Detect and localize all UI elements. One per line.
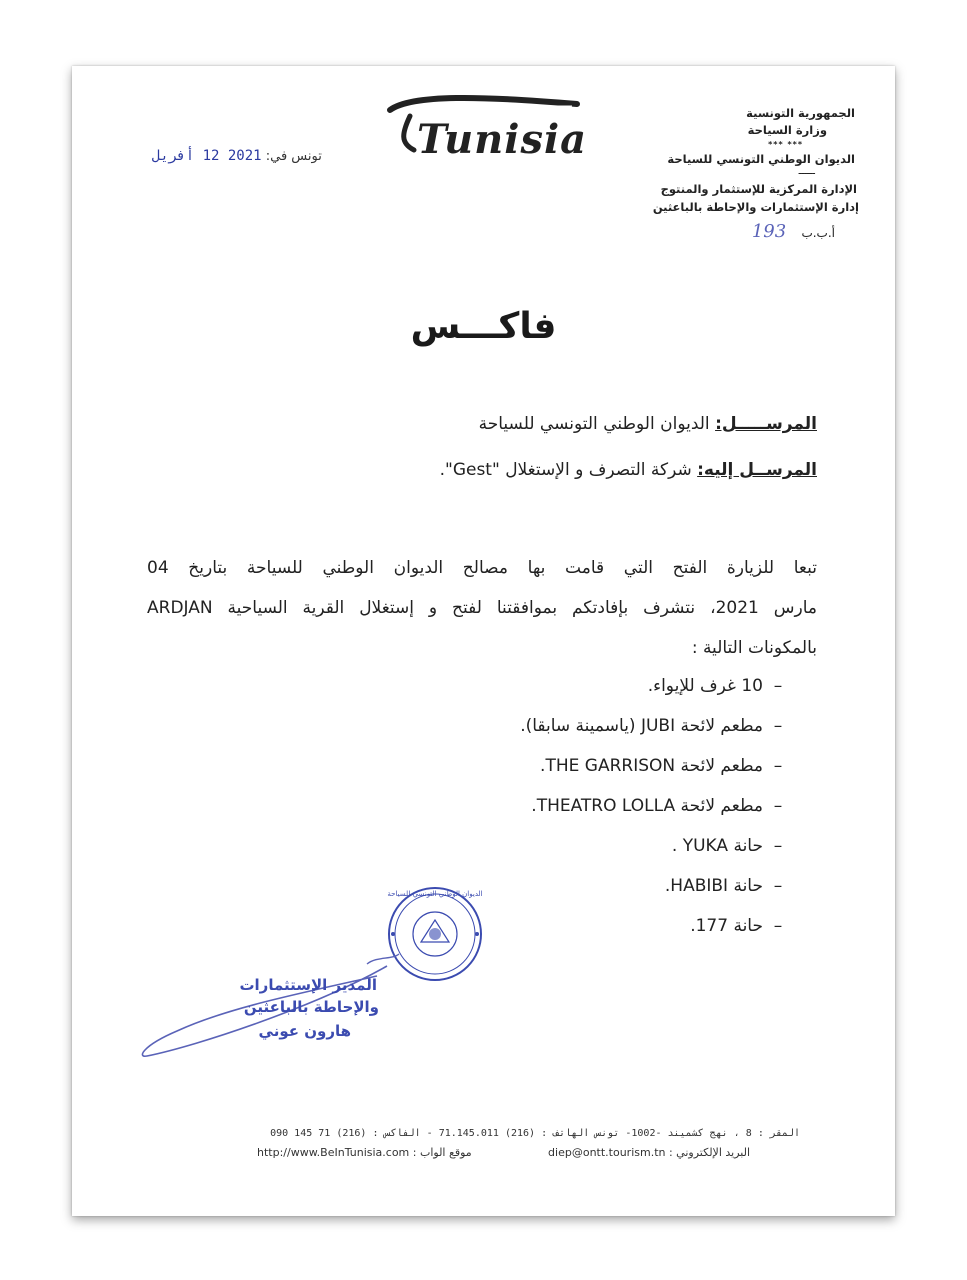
reference-number xyxy=(752,221,835,242)
sender-value: الديوان الوطني التونسي للسياحة xyxy=(478,414,710,434)
body-line-3: بالمكونات التالية : xyxy=(691,638,817,658)
sender-line xyxy=(479,414,817,434)
list-item: –حانة HABIBI. xyxy=(664,876,783,896)
footer-website: موقع الواب : http://www.BeInTunisia.com xyxy=(257,1146,472,1159)
reference-handwritten-number: 193 xyxy=(751,221,787,242)
recipient-value: شركة التصرف و الإستغلال "Gest". xyxy=(439,460,692,480)
body-line-2: مارس 2021، نتشرف بإفادتكم بموافقتنا لفتح و إستغلال القرية السياحية ARDJAN xyxy=(147,598,817,618)
recipient-line xyxy=(440,460,817,480)
list-item: –مطعم لائحة THEATRO LOLLA. xyxy=(531,796,783,816)
sender-label: المرســـــل: xyxy=(715,414,817,434)
list-item: –10 غرف للإيواء. xyxy=(647,676,783,696)
stamp-text: الديوان الوطني التونسي للسياحة xyxy=(387,890,483,898)
org-republic: الجمهورية التونسية xyxy=(746,106,855,120)
reference-prefix: أ.ب.ب xyxy=(801,226,835,240)
signature-name: هارون عوني xyxy=(258,1022,351,1040)
org-central-directorate: الإدارة المركزية للإستثمار والمنتوج xyxy=(660,182,857,196)
org-investment-directorate: إدارة الإستثمارات والإحاطة بالباعثين xyxy=(652,200,859,214)
org-ministry: وزارة السياحة xyxy=(747,123,827,137)
org-stars: *** *** xyxy=(768,140,803,149)
fax-title: فاكـــس xyxy=(410,306,557,347)
body-paragraph xyxy=(147,548,817,668)
fax-document xyxy=(72,66,895,1216)
signature-block xyxy=(137,946,437,1066)
org-office: الديوان الوطني التونسي للسياحة xyxy=(667,152,855,166)
body-line-1: تبعا للزيارة الفتح التي قامت بها مصالح الديوان الوطني للسياحة بتاريخ 04 xyxy=(147,558,817,578)
date-line xyxy=(152,148,322,164)
footer-address: المقر : 8 ، نهج كشميند -1002- تونس الهاتف : (216) 71.145.011 - الفاكس : (216) 71 145 090 xyxy=(270,1128,800,1139)
signature-title-line-2: والإحاطة بالباعثين xyxy=(243,998,379,1016)
org-divider: ــــــ xyxy=(798,167,815,176)
date-prefix: تونس في: xyxy=(265,149,322,164)
logo-wordmark: Tunisia xyxy=(417,116,588,163)
recipient-label: المرســل إليه: xyxy=(697,460,817,480)
list-item: –مطعم لائحة THE GARRISON. xyxy=(540,756,783,776)
list-item: –مطعم لائحة JUBI (ياسمينة سابقا). xyxy=(520,716,783,736)
list-item: –حانة 177. xyxy=(690,916,783,936)
list-item: –حانة YUKA . xyxy=(671,836,783,856)
signature-title-line-1: المدير الإستثمارات xyxy=(239,976,377,994)
tunisia-logo xyxy=(372,88,592,168)
date-stamp: 2021 12 أفريل xyxy=(152,148,262,164)
footer-email: البريد الإلكتروني : diep@ontt.tourism.tn xyxy=(548,1146,750,1159)
